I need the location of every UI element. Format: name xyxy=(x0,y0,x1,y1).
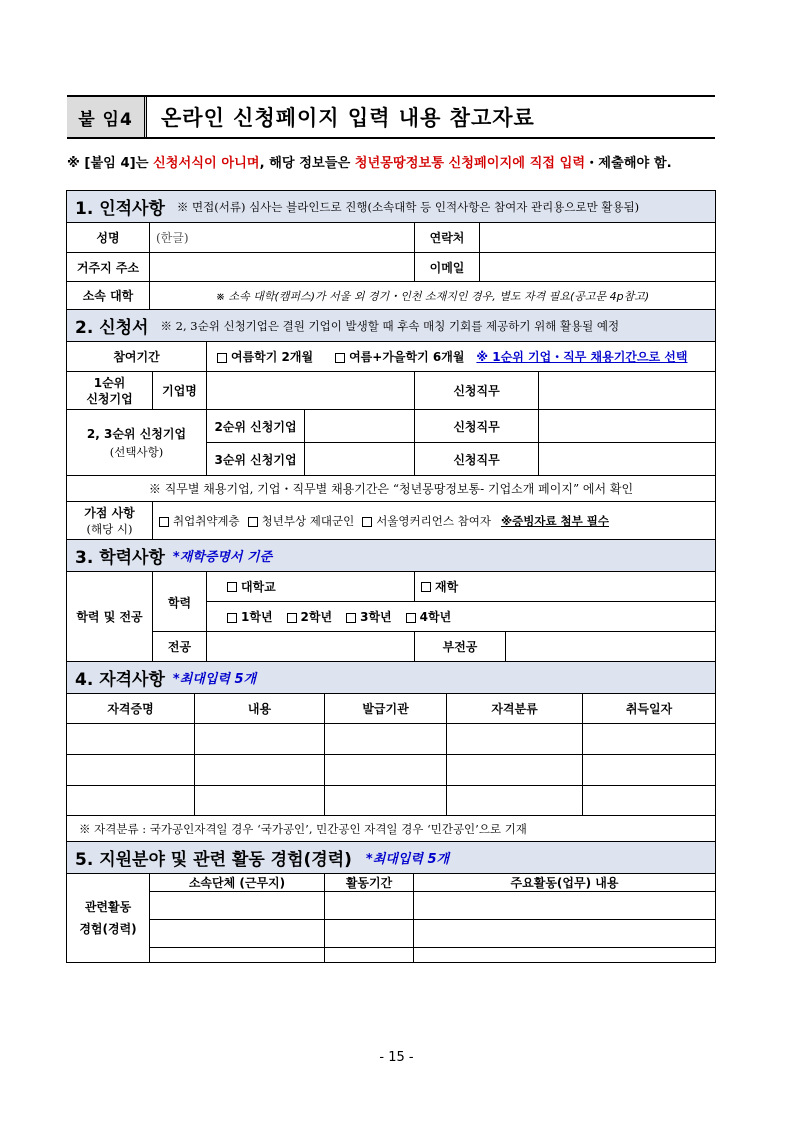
address-label: 거주지 주소 xyxy=(67,253,150,281)
email-input[interactable] xyxy=(480,253,715,281)
bonus-option-youngcareers-label: 서울영커리언스 참여자 xyxy=(376,513,491,528)
bonus-option-vulnerable[interactable] xyxy=(159,513,240,529)
notice-mid: , 해당 정보들은 xyxy=(259,156,355,171)
bonus-label-main: 가점 사항 xyxy=(84,505,135,520)
major-input[interactable] xyxy=(207,632,415,661)
cert-cell[interactable] xyxy=(67,724,195,754)
job-label-2: 신청직무 xyxy=(415,410,539,442)
job-label-1: 신청직무 xyxy=(415,372,539,409)
name-input[interactable]: (한글) xyxy=(150,223,415,252)
job-note: ※ 직무별 채용기업, 기업・직무별 채용기간은 “청년몽땅정보통- 기업소개 페이지” 에서 확인 xyxy=(148,482,634,496)
certificate-footnote: ※ 자격분류 : 국가공인자격일 경우 ‘국가공인’, 민간공인 자격일 경우 ‘민간공인’으로 기재 xyxy=(79,821,527,836)
checkbox-icon xyxy=(346,613,356,623)
name-label: 성명 xyxy=(67,223,150,252)
job-label-3: 신청직무 xyxy=(415,443,539,475)
cert-col-content: 내용 xyxy=(195,694,325,723)
second-company-input[interactable] xyxy=(305,410,415,442)
certificate-footnote-row xyxy=(67,816,715,842)
checkbox-icon xyxy=(227,613,237,623)
checkbox-icon xyxy=(227,582,237,592)
period-note: ※ 1순위 기업・직무 채용기간으로 선택 xyxy=(476,350,688,364)
activity-col-content: 주요활동(업무) 내용 xyxy=(510,876,619,890)
cert-cell[interactable] xyxy=(583,724,715,754)
bonus-label-sub: (해당 시) xyxy=(86,521,133,536)
activity-cell[interactable] xyxy=(325,892,414,962)
bonus-option-youngcareers[interactable] xyxy=(362,513,491,529)
attachment-tag: 붙 임4 xyxy=(67,97,147,137)
certificate-row xyxy=(67,786,715,816)
section-1-note: ※ 면접(서류) 심사는 블라인드로 진행(소속대학 등 인적사항은 참여자 관리용으로만 활용됨) xyxy=(176,199,640,214)
checkbox-icon xyxy=(159,517,169,527)
period-row xyxy=(67,342,715,372)
cert-col-name: 자격증명 xyxy=(67,694,195,723)
cert-col-category: 자격분류 xyxy=(447,694,583,723)
grade-option-3[interactable] xyxy=(346,608,392,625)
degree-label: 학력 xyxy=(153,572,207,632)
grade-option-4-label: 4학년 xyxy=(419,610,452,624)
contact-input[interactable] xyxy=(480,223,715,252)
bonus-note: ※증빙자료 첨부 필수 xyxy=(500,513,609,528)
period-option-6months[interactable] xyxy=(335,348,464,365)
period-option-6months-label: 여름+가을학기 6개월 xyxy=(349,350,465,364)
checkbox-icon xyxy=(248,517,258,527)
third-company-input[interactable] xyxy=(305,443,415,475)
minor-label: 부전공 xyxy=(415,632,506,661)
first-company-label-line1: 1순위 xyxy=(93,375,126,390)
page-title: 온라인 신청페이지 입력 내용 참고자료 xyxy=(161,106,535,130)
company-name-label: 기업명 xyxy=(153,372,207,409)
section-4-header xyxy=(67,662,715,694)
bonus-row xyxy=(67,502,715,540)
grade-option-2[interactable] xyxy=(287,608,333,625)
section-3-note: *재학증명서 기준 xyxy=(172,550,273,565)
job-input-3[interactable] xyxy=(539,443,715,475)
option-enrolled-label: 재학 xyxy=(435,580,459,594)
activity-cell[interactable] xyxy=(150,892,325,962)
education-row xyxy=(67,572,715,662)
cert-cell[interactable] xyxy=(195,724,325,754)
section-5-note: *최대입력 5개 xyxy=(365,852,450,867)
minor-input[interactable] xyxy=(506,632,715,661)
cert-col-issuer: 발급기관 xyxy=(325,694,447,723)
second-company-label: 2순위 신청기업 xyxy=(207,410,305,442)
certificate-row xyxy=(67,724,715,755)
section-3-title: 3. 학력사항 xyxy=(75,548,165,568)
second-third-company-row xyxy=(67,410,715,476)
bonus-options xyxy=(153,502,715,539)
cert-cell[interactable] xyxy=(583,786,715,815)
cert-cell[interactable] xyxy=(325,755,447,785)
option-enrolled[interactable] xyxy=(415,572,715,601)
bonus-label xyxy=(67,502,153,539)
job-note-row xyxy=(67,476,715,502)
second-third-label-sub: (선택사항) xyxy=(109,444,164,459)
section-5-header xyxy=(67,842,715,874)
option-university[interactable] xyxy=(207,572,415,601)
cert-cell[interactable] xyxy=(583,755,715,785)
application-form xyxy=(66,190,716,963)
title-box xyxy=(67,95,715,139)
page-number: - 15 - xyxy=(379,1050,414,1065)
checkbox-icon xyxy=(287,613,297,623)
bonus-option-vulnerable-label: 취업취약계층 xyxy=(173,513,240,528)
checkbox-icon xyxy=(217,353,227,363)
section-4-title: 4. 자격사항 xyxy=(75,670,165,690)
period-option-2months[interactable] xyxy=(217,348,313,365)
address-row xyxy=(67,253,715,282)
activity-table xyxy=(67,874,715,962)
education-label: 학력 및 전공 xyxy=(67,572,153,661)
second-third-label-main: 2, 3순위 신청기업 xyxy=(86,426,187,441)
grade-option-2-label: 2학년 xyxy=(300,610,333,624)
university-note[interactable]: ※ 소속 대학(캠퍼스)가 서울 외 경기・인천 소재지인 경우, 별도 자격 필요(공고문 4p참고) xyxy=(215,289,650,303)
cert-cell[interactable] xyxy=(325,786,447,815)
address-input[interactable] xyxy=(150,253,415,281)
first-company-row xyxy=(67,372,715,410)
major-label: 전공 xyxy=(153,632,207,661)
notice-suffix: ・제출해야 함. xyxy=(585,156,672,171)
contact-label: 연락처 xyxy=(415,223,480,252)
grade-option-1[interactable] xyxy=(227,608,273,625)
email-label: 이메일 xyxy=(415,253,480,281)
second-third-label xyxy=(67,410,207,475)
cert-cell[interactable] xyxy=(67,755,195,785)
period-label: 참여기간 xyxy=(67,342,207,371)
cert-cell[interactable] xyxy=(447,755,583,785)
job-input-1[interactable] xyxy=(539,372,715,409)
checkbox-icon xyxy=(335,353,345,363)
bonus-option-veteran-label: 청년부상 제대군인 xyxy=(261,513,355,528)
section-2-header xyxy=(67,310,715,342)
section-4-note: *최대입력 5개 xyxy=(172,672,257,687)
section-2-note: ※ 2, 3순위 신청기업은 결원 기업이 발생할 때 후속 매칭 기회를 제공하기 위해 활용될 예정 xyxy=(160,318,620,333)
certificate-row xyxy=(67,755,715,786)
activity-col-period: 활동기간 xyxy=(325,874,414,891)
option-university-label: 대학교 xyxy=(241,580,276,594)
checkbox-icon xyxy=(421,582,431,592)
name-row xyxy=(67,223,715,253)
grade-option-1-label: 1학년 xyxy=(241,610,273,624)
grade-option-4[interactable] xyxy=(406,608,452,625)
cert-cell[interactable] xyxy=(67,786,195,815)
activity-label xyxy=(67,874,150,962)
grade-options xyxy=(207,602,715,631)
third-company-label: 3순위 신청기업 xyxy=(207,443,305,475)
section-5-title: 5. 지원분야 및 관련 활동 경험(경력) xyxy=(75,850,352,870)
notice-prefix: ※ [붙임 4]는 xyxy=(67,156,154,171)
cert-cell[interactable] xyxy=(325,724,447,754)
activity-label-line1: 관련활동 xyxy=(84,900,132,914)
activity-label-line2: 경험(경력) xyxy=(79,922,137,936)
period-option-2months-label: 여름학기 2개월 xyxy=(231,350,314,364)
job-input-2[interactable] xyxy=(539,410,715,442)
checkbox-icon xyxy=(362,517,372,527)
section-1-title: 1. 인적사항 xyxy=(75,199,165,219)
period-options xyxy=(207,342,715,371)
section-3-header xyxy=(67,540,715,572)
certificate-header-row xyxy=(67,694,715,724)
grade-option-3-label: 3학년 xyxy=(360,610,392,624)
notice-red2: 청년몽땅정보통 신청페이지에 직접 입력 xyxy=(354,156,586,171)
cert-col-date: 취득일자 xyxy=(625,702,673,716)
section-2-title: 2. 신청서 xyxy=(75,318,149,338)
cert-cell[interactable] xyxy=(195,755,325,785)
section-1-header xyxy=(67,191,715,223)
university-row xyxy=(67,282,715,310)
cert-cell[interactable] xyxy=(447,724,583,754)
cert-cell[interactable] xyxy=(447,786,583,815)
first-company-label-line2: 신청기업 xyxy=(86,391,133,406)
university-label: 소속 대학 xyxy=(67,282,150,309)
notice xyxy=(67,152,732,171)
company-name-input[interactable] xyxy=(207,372,415,409)
cert-cell[interactable] xyxy=(195,786,325,815)
first-company-label xyxy=(67,372,153,409)
notice-red1: 신청서식이 아니며 xyxy=(153,156,260,171)
checkbox-icon xyxy=(406,613,416,623)
bonus-option-veteran[interactable] xyxy=(248,513,355,529)
activity-col-org: 소속단체 (근무지) xyxy=(150,874,325,891)
